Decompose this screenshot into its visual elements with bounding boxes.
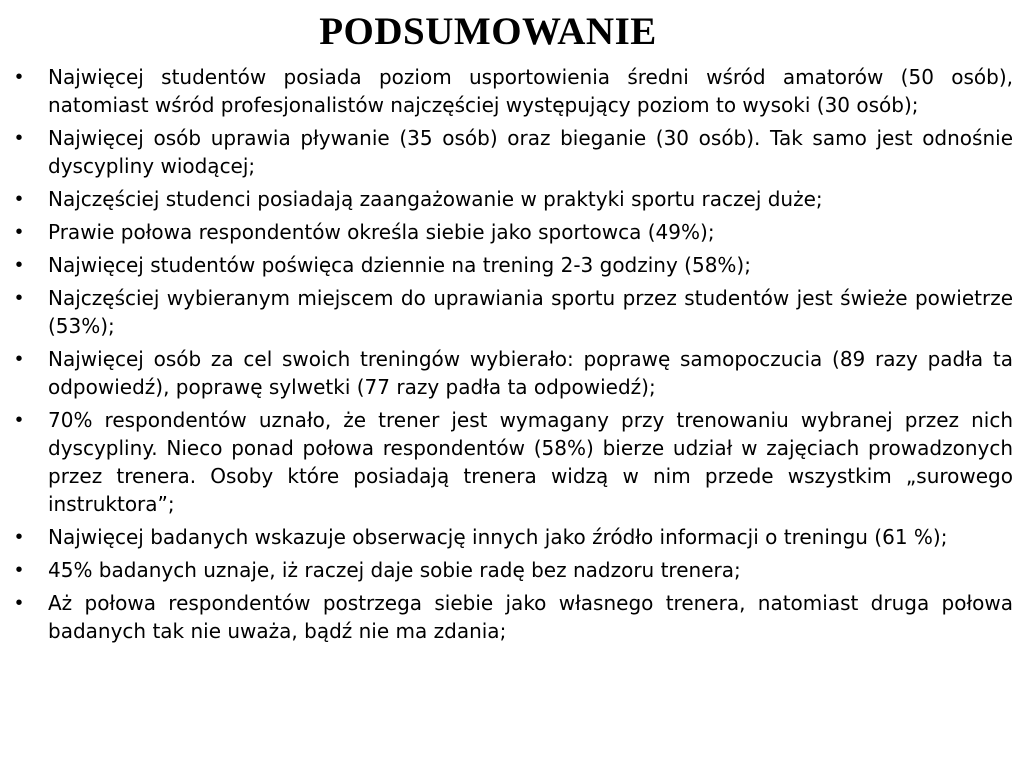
bullet-icon: • — [15, 221, 23, 243]
bullet-item — [0, 185, 1024, 213]
bullet-item — [0, 124, 1024, 180]
slide-title: PODSUMOWANIE — [319, 10, 657, 53]
bullet-icon: • — [15, 127, 23, 149]
bullet-text: Najwięcej osób uprawia pływanie (35 osób) oraz bieganie (30 osób). Tak samo jest odnośnie dyscypliny wiodącej; — [48, 126, 1013, 178]
bullet-icon: • — [15, 592, 23, 614]
bullet-text: Najwięcej osób za cel swoich treningów wybierało: poprawę samopoczucia (89 razy padła ta odpowiedź), poprawę sylwetki (77 razy padła ta odpowiedź); — [48, 347, 1013, 399]
bullet-item — [0, 218, 1024, 246]
bullet-item — [0, 284, 1024, 340]
bullet-icon: • — [15, 348, 23, 370]
bullet-text: Najczęściej studenci posiadają zaangażowanie w praktyki sportu raczej duże; — [48, 187, 823, 211]
bullet-icon: • — [15, 287, 23, 309]
bullet-icon: • — [15, 188, 23, 210]
bullet-text: 45% badanych uznaje, iż raczej daje sobie radę bez nadzoru trenera; — [48, 558, 741, 582]
bullet-item — [0, 345, 1024, 401]
bullet-item — [0, 523, 1024, 551]
bullet-text: Prawie połowa respondentów określa siebie jako sportowca (49%); — [48, 220, 715, 244]
bullet-text: 70% respondentów uznało, że trener jest wymagany przy trenowaniu wybranej przez nich dyscypliny. Nieco ponad połowa respondentów (58%) bierze udział w zajęciach prowadzonych przez trenera. Osoby które posiadają trenera widzą w nim przede wszystkim „surowego instruktora”; — [48, 408, 1013, 516]
bullet-item — [0, 251, 1024, 279]
bullet-item — [0, 63, 1024, 119]
bullet-icon: • — [15, 526, 23, 548]
bullet-item — [0, 406, 1024, 518]
bullet-text: Aż połowa respondentów postrzega siebie jako własnego trenera, natomiast druga połowa badanych tak nie uważa, bądź nie ma zdania; — [48, 591, 1013, 643]
bullet-icon: • — [15, 254, 23, 276]
bullet-text: Najczęściej wybieranym miejscem do uprawiania sportu przez studentów jest świeże powietrze (53%); — [48, 286, 1013, 338]
bullet-item — [0, 589, 1024, 645]
bullet-icon: • — [15, 66, 23, 88]
summary-bullet-list — [0, 63, 1024, 650]
bullet-icon: • — [15, 559, 23, 581]
bullet-text: Najwięcej studentów posiada poziom usportowienia średni wśród amatorów (50 osób), natomiast wśród profesjonalistów najczęściej występujący poziom to wysoki (30 osób); — [48, 65, 1013, 117]
bullet-item — [0, 556, 1024, 584]
bullet-text: Najwięcej badanych wskazuje obserwację innych jako źródło informacji o treningu (61 %); — [48, 525, 948, 549]
bullet-icon: • — [15, 409, 23, 431]
bullet-text: Najwięcej studentów poświęca dziennie na trening 2-3 godziny (58%); — [48, 253, 751, 277]
